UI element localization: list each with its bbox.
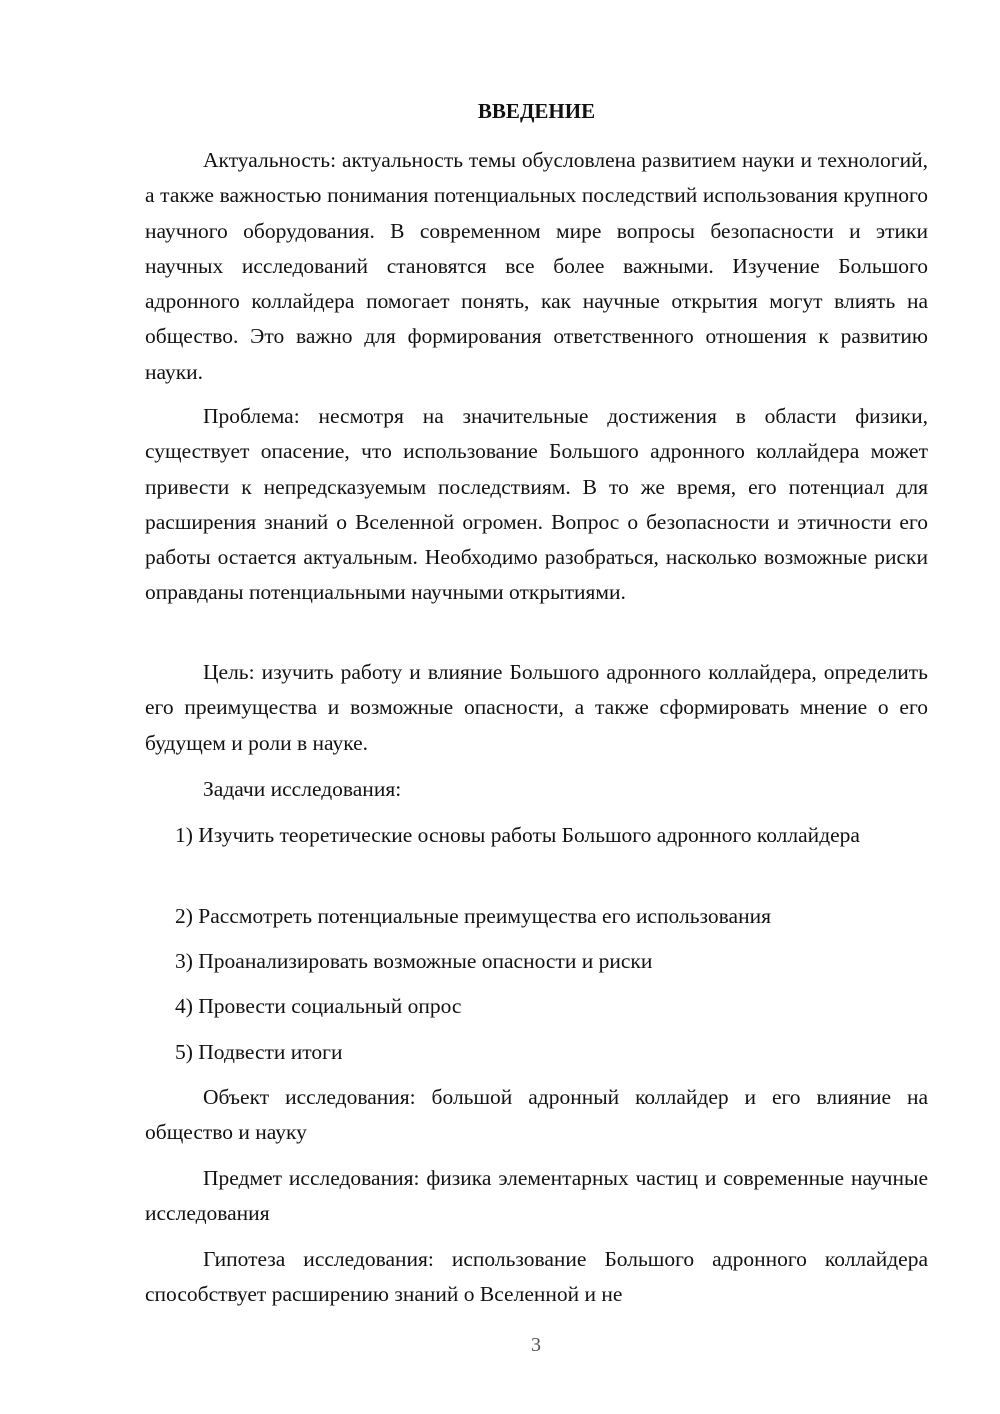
- paragraph-object: Объект исследования: большой адронный коллайдер и его влияние на общество и науку: [145, 1085, 928, 1145]
- paragraph-hypothesis: Гипотеза исследования: использование Большого адронного коллайдера способствует расширению знаний о Вселенной и не: [145, 1247, 928, 1307]
- paragraph-subject: Предмет исследования: физика элементарных частиц и современные научные исследования: [145, 1166, 928, 1226]
- task-item-5: 5) Подвести итоги: [175, 1040, 343, 1064]
- task-item-4: 4) Провести социальный опрос: [175, 994, 462, 1018]
- paragraph-problem: Проблема: несмотря на значительные достижения в области физики, существует опасение, что использование Большого адронного коллайдера может привести к непредсказуемым последствиям. В то же время, его потенциал для расширения знаний о Вселенной огромен. Вопрос о безопасности и этичности его работы остается актуальным. Необходимо разобраться, насколько возможные риски оправданы потенциальными научными открытиями.: [145, 404, 928, 605]
- page-number: 3: [531, 1334, 541, 1356]
- page-title: ВВЕДЕНИЕ: [477, 99, 596, 123]
- task-item-3: 3) Проанализировать возможные опасности и риски: [175, 949, 653, 973]
- tasks-heading: Задачи исследования:: [203, 777, 402, 801]
- task-item-1: 1) Изучить теоретические основы работы Большого адронного коллайдера: [175, 823, 860, 847]
- paragraph-relevance: Актуальность: актуальность темы обусловлена развитием науки и технологий, а также важностью понимания потенциальных последствий использования крупного научного оборудования. В современном мире вопросы безопасности и этики научных исследований становятся все более важными. Изучение Большого адронного коллайдера помогает понять, как научные открытия могут влиять на общество. Это важно для формирования ответственного отношения к развитию науки.: [145, 148, 928, 384]
- task-item-2: 2) Рассмотреть потенциальные преимущества его использования: [175, 904, 771, 928]
- paragraph-goal: Цель: изучить работу и влияние Большого адронного коллайдера, определить его преимущества и возможные опасности, а также сформировать мнение о его будущем и роли в науке.: [145, 660, 928, 755]
